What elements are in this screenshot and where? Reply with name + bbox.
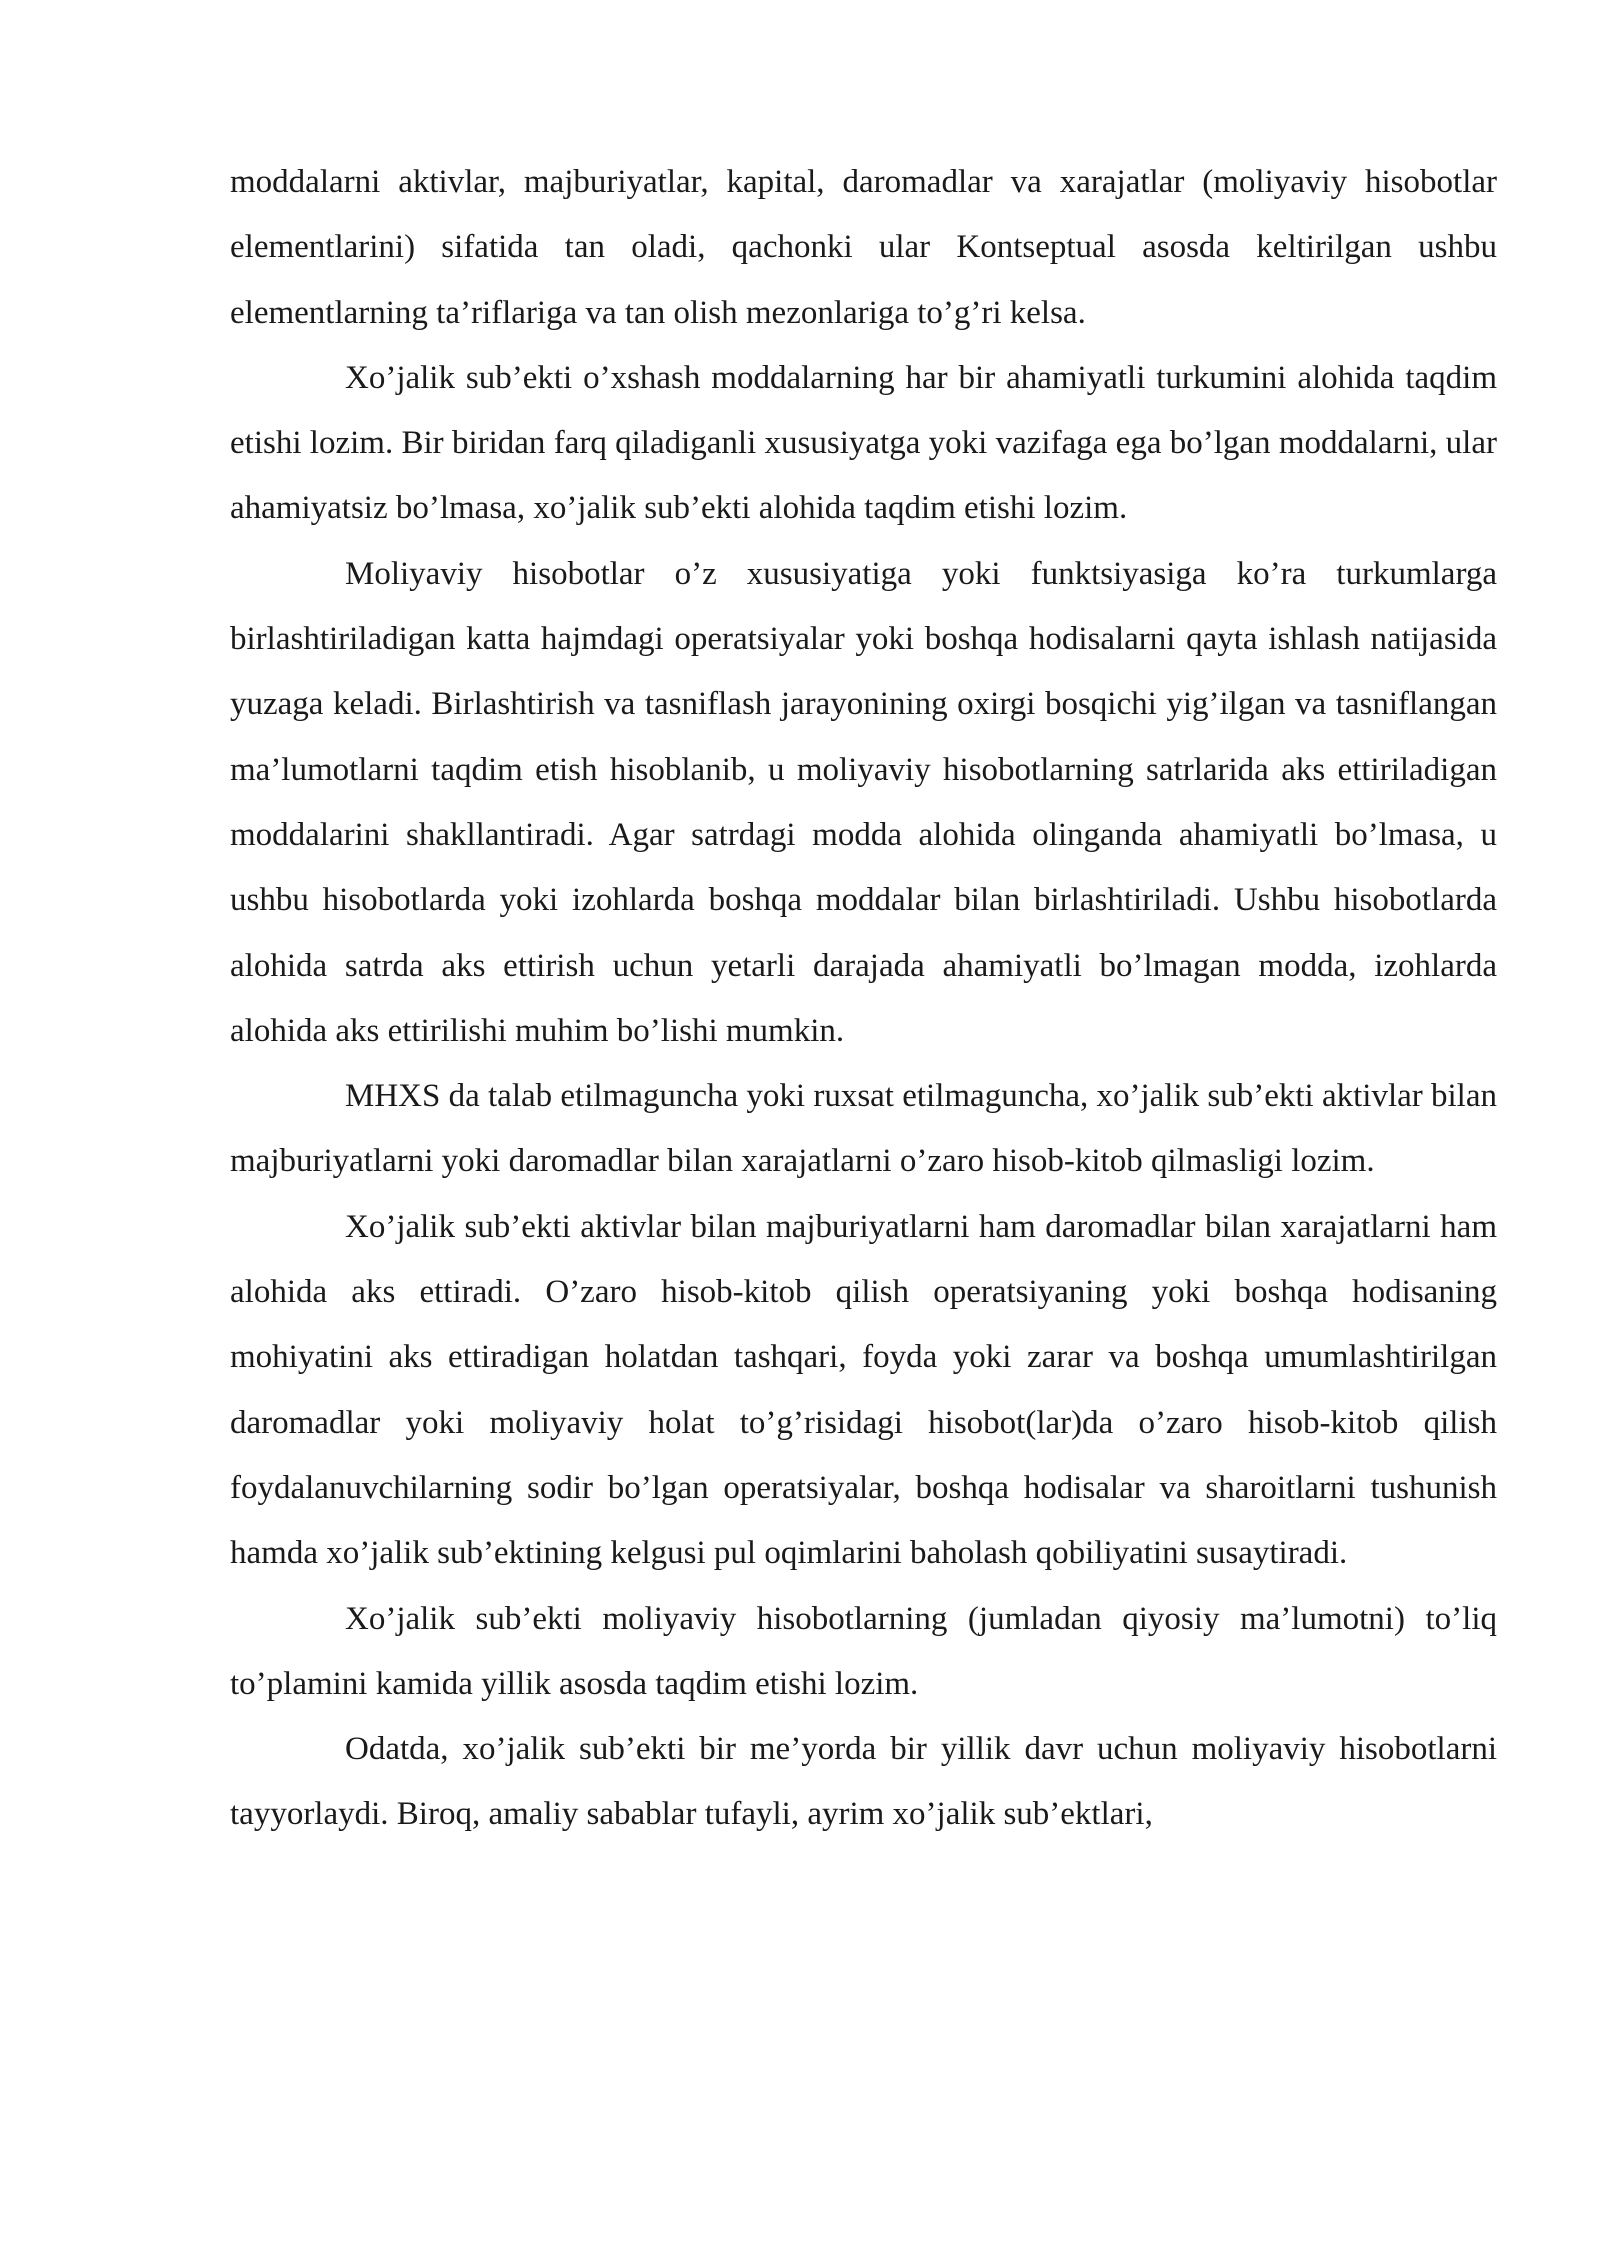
paragraph-6: Xo’jalik sub’ekti moliyaviy hisobotlarning (jumladan qiyosiy ma’lumotni) to’liq to’plamini kamida yillik asosda taqdim etishi lozim. [230, 1600, 1497, 1702]
paragraph-4: MHXS da talab etilmaguncha yoki ruxsat etilmaguncha, xo’jalik sub’ekti aktivlar bilan majburiyatlarni yoki daromadlar bilan xarajatlarni o’zaro hisob-kitob qilmasligi lozim. [230, 1078, 1497, 1180]
paragraph-7: Odatda, xo’jalik sub’ekti bir me’yorda bir yillik davr uchun moliyaviy hisobotlarni tayyorlaydi. Biroq, amaliy sabablar tufayli, ayrim xo’jalik sub’ektlari, [230, 1731, 1497, 1833]
document-page [230, 150, 1497, 1848]
paragraph-1: moddalarni aktivlar, majburiyatlar, kapital, daromadlar va xarajatlar (moliyaviy hisobotlar elementlarini) sifatida tan oladi, qachonki ular Kontseptual asosda keltirilgan ushbu elementlarning ta’riflariga va tan olish mezonlariga to’g’ri kelsa. [230, 164, 1497, 331]
paragraph-3: Moliyaviy hisobotlar o’z xususiyatiga yoki funktsiyasiga ko’ra turkumlarga birlashtiriladigan katta hajmdagi operatsiyalar yoki boshqa hodisalarni qayta ishlash natijasida yuzaga keladi. Birlashtirish va tasniflash jarayonining oxirgi bosqichi yig’ilgan va tasniflangan ma’lumotlarni taqdim etish hisoblanib, u moliyaviy hisobotlarning satrlarida aks ettiriladigan moddalarini shakllantiradi. Agar satrdagi modda alohida olinganda ahamiyatli bo’lmasa, u ushbu hisobotlarda yoki izohlarda boshqa moddalar bilan birlashtiriladi. Ushbu hisobotlarda alohida satrda aks ettirish uchun yetarli darajada ahamiyatli bo’lmagan modda, izohlarda alohida aks ettirilishi muhim bo’lishi mumkin. [230, 555, 1497, 1049]
paragraph-2: Xo’jalik sub’ekti o’xshash moddalarning har bir ahamiyatli turkumini alohida taqdim etishi lozim. Bir biridan farq qiladiganli xususiyatga yoki vazifaga ega bo’lgan moddalarni, ular ahamiyatsiz bo’lmasa, xo’jalik sub’ekti alohida taqdim etishi lozim. [230, 359, 1497, 527]
paragraph-5: Xo’jalik sub’ekti aktivlar bilan majburiyatlarni ham daromadlar bilan xarajatlarni ham alohida aks ettiradi. O’zaro hisob-kitob qilish operatsiyaning yoki boshqa hodisaning mohiyatini aks ettiradigan holatdan tashqari, foyda yoki zarar va boshqa umumlashtirilgan daromadlar yoki moliyaviy holat to’g’risidagi hisobot(lar)da o’zaro hisob-kitob qilish foydalanuvchilarning sodir bo’lgan operatsiyalar, boshqa hodisalar va sharoitlarni tushunish hamda xo’jalik sub’ektining kelgusi pul oqimlarini baholash qobiliyatini susaytiradi. [230, 1208, 1497, 1572]
